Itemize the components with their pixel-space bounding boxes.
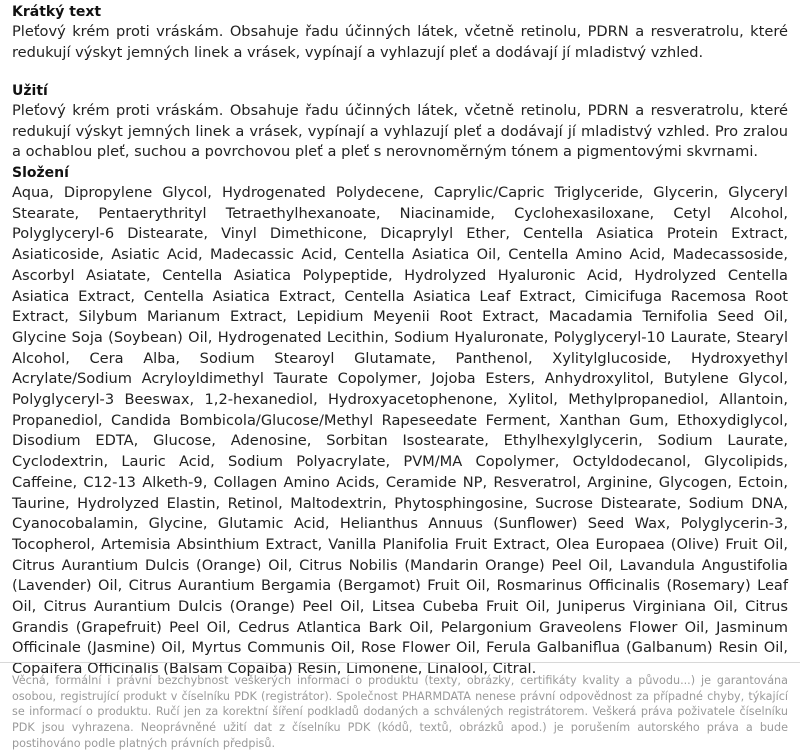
legal-disclaimer [0, 662, 800, 752]
section-usage [0, 79, 800, 163]
disclaimer-text: Věcná, formální i právní bezchybnost veškerých informací o produktu (texty, obrázky, certifikáty kvality a původu...) je garantována osobou, registrující produkt v číselníku PDK (registrátor). Společnost PHARMDATA nenese právní odpovědnost za případné chyby, týkající se informací o produktu. Ručí jen za korektní šíření podkladů dodaných a schválených registrátorem. Veškerá práva poživatele číselníku PDK jsou vyhrazena. Neoprávněné užití dat z číselníku PDK (kódů, textů, obrázků apod.) je porušením autorského práva a bude postihováno podle platných právních předpisů. [12, 674, 788, 750]
section-ingredients [0, 161, 800, 680]
section-heading: Užití [12, 83, 48, 99]
section-text: Pleťový krém proti vráskám. Obsahuje řadu účinných látek, včetně retinolu, PDRN a resveratrolu, které redukují výskyt jemných linek a vrásek, vypínají a vyhlazují pleť a dodávají jí mladistvý vzhled. Pro zralou a ochablou pleť, suchou a povrchovou pleť a pleť s nerovnoměrným tónem a pigmentovými skvrnami. [12, 102, 788, 161]
section-text: Pleťový krém proti vráskám. Obsahuje řadu účinných látek, včetně retinolu, PDRN a resveratrolu, které redukují výskyt jemných linek a vrásek, vypínají a vyhlazují pleť a dodávají jí mladistvý vzhled. [12, 23, 788, 61]
section-short-text [0, 0, 800, 63]
section-heading: Složení [12, 165, 69, 181]
section-heading: Krátký text [12, 4, 102, 20]
ingredients-text: Aqua, Dipropylene Glycol, Hydrogenated Polydecene, Caprylic/Capric Triglyceride, Glycerin, Glyceryl Stearate, Pentaerythrityl Tetraethylhexanoate, Niacinamide, Cyclohexasiloxane, Cetyl Alcohol, Polyglyceryl-6 Distearate, Vinyl Dimethicone, Dicaprylyl Ether, Centella Asiatica Protein Extract, Asiaticoside, Asiatic Acid, Madecassic Acid, Centella Asiatica Oil, Centella Amino Acid, Madecassoside, Ascorbyl Asiatate, Centella Asiatica Polypeptide, Hydrolyzed Hyaluronic Acid, Hydrolyzed Centella Asiatica Extract, Centella Asiatica Extract, Centella Asiatica Leaf Extract, Cimicifuga Racemosa Root Extract, Silybum Marianum Extract, Lepidium Meyenii Root Extract, Macadamia Ternifolia Seed Oil, Glycine Soja (Soybean) Oil, Hydrogenated Lecithin, Sodium Hyaluronate, Polyglyceryl-10 Laurate, Stearyl Alcohol, Cera Alba, Sodium Stearoyl Glutamate, Panthenol, Xylitylglucoside, Hydroxyethyl Acrylate/Sodium Acryloyldimethyl Taurate Copolymer, Jojoba Esters, Anhydroxylitol, Butylene Glycol, Polyglyceryl-3 Beeswax, 1,2-hexanediol, Hydroxyacetophenone, Xylitol, Methylpropanediol, Allantoin, Propanediol, Candida Bombicola/Glucose/Methyl Rapeseedate Ferment, Xanthan Gum, Ethoxydiglycol, Disodium EDTA, Glucose, Adenosine, Sorbitan Isostearate, Ethylhexylglycerin, Sodium Laurate, Cyclodextrin, Lauric Acid, Sodium Polyacrylate, PVM/MA Copolymer, Octyldodecanol, Glycolipids, Caffeine, C12-13 Alketh-9, Collagen Amino Acids, Ceramide NP, Resveratrol, Arginine, Glycogen, Ectoin, Taurine, Hydrolyzed Elastin, Retinol, Maltodextrin, Phytosphingosine, Sucrose Distearate, Sodium DNA, Cyanocobalamin, Glycine, Glutamic Acid, Helianthus Annuus (Sunflower) Seed Wax, Polyglycerin-3, Tocopherol, Artemisia Absinthium Extract, Vanilla Planifolia Fruit Extract, Olea Europaea (Olive) Fruit Oil, Citrus Aurantium Dulcis (Orange) Oil, Citrus Nobilis (Mandarin Orange) Peel Oil, Lavandula Angustifolia (Lavender) Oil, Citrus Aurantium Bergamia (Bergamot) Fruit Oil, Rosmarinus Officinalis (Rosemary) Leaf Oil, Citrus Aurantium Dulcis (Orange) Peel Oil, Litsea Cubeba Fruit Oil, Juniperus Virginiana Oil, Citrus Grandis (Grapefruit) Peel Oil, Cedrus Atlantica Bark Oil, Pelargonium Graveolens Flower Oil, Jasminum Officinale (Jasmine) Oil, Myrtus Communis Oil, Rose Flower Oil, Ferula Galbaniflua (Galbanum) Resin Oil, Copaifera Officinalis (Balsam Copaiba) Resin, Limonene, Linalool, Citral. [12, 184, 788, 678]
